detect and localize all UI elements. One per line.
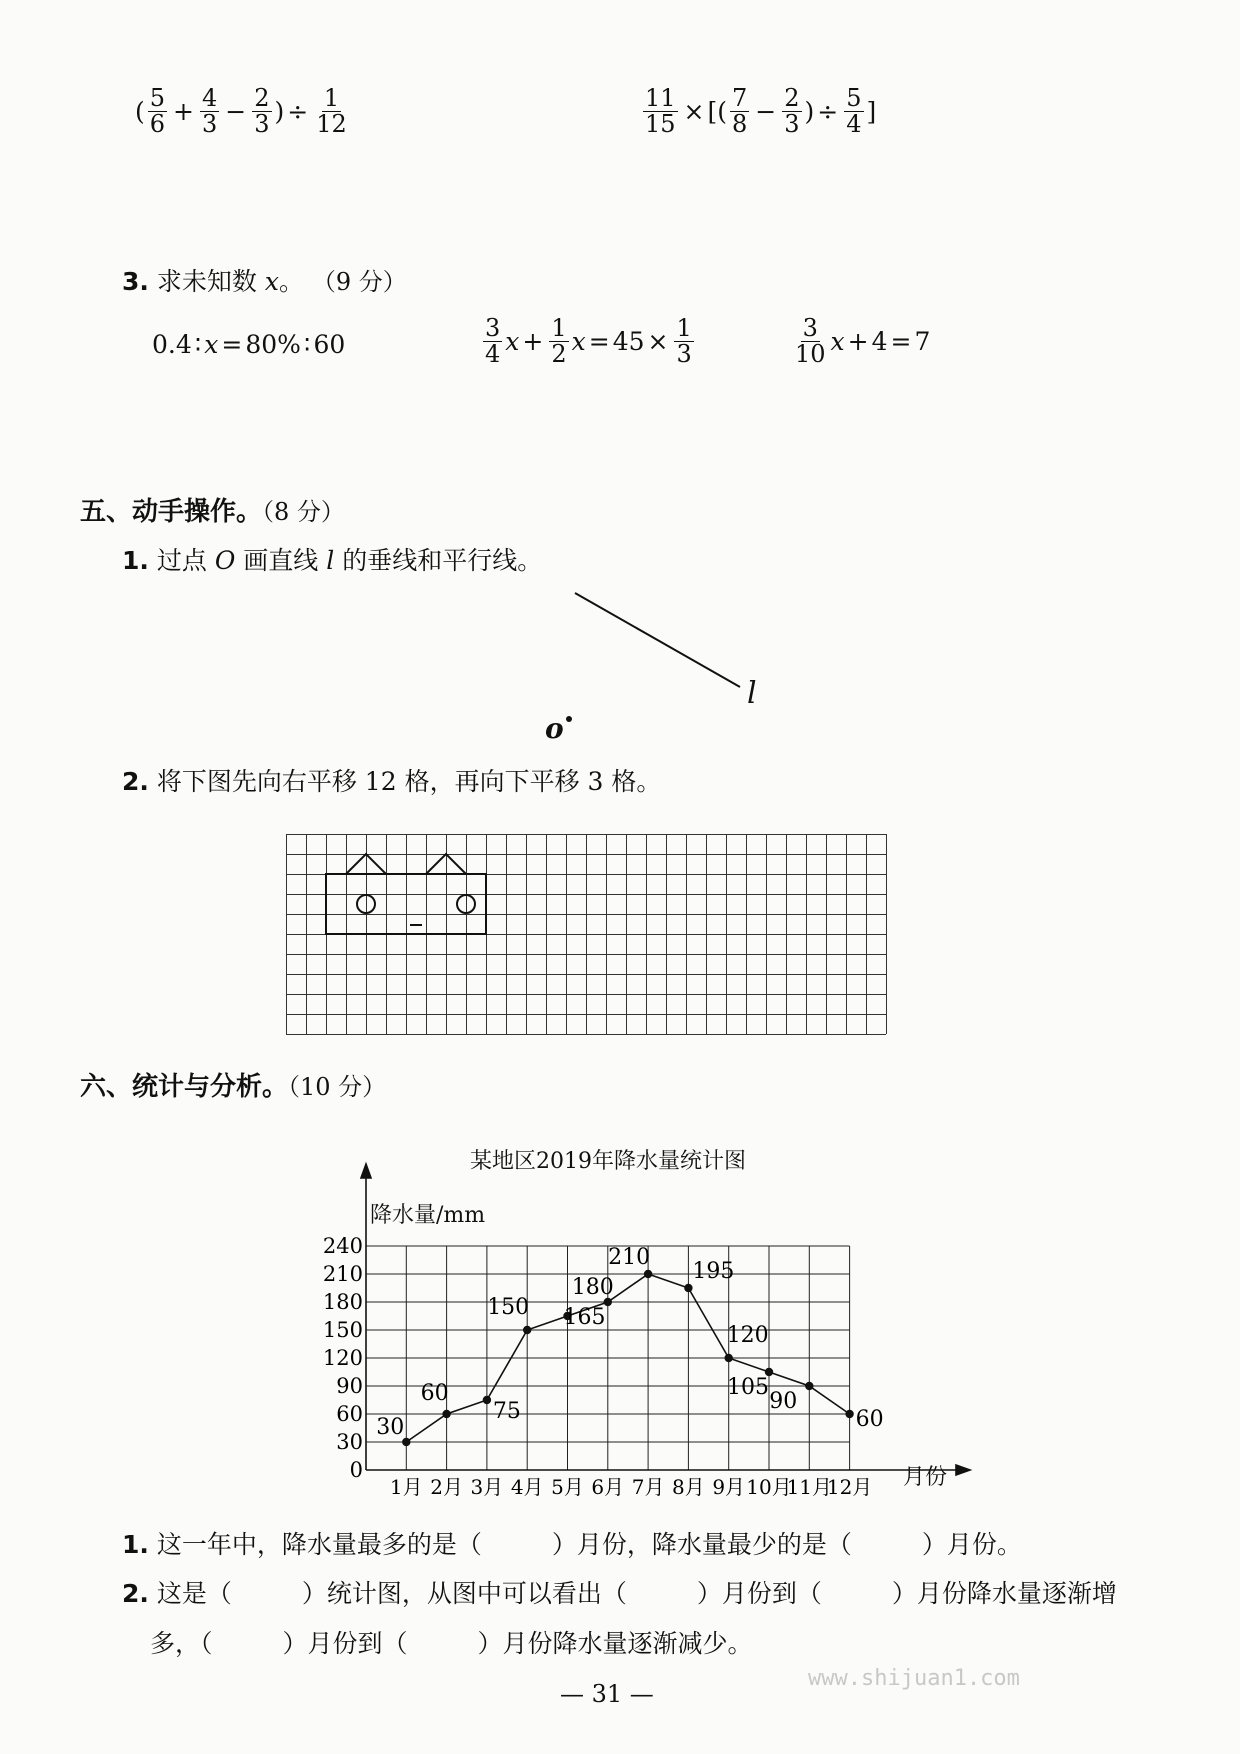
y-tick-label: 240 (322, 1234, 363, 1258)
y-tick-label: 120 (322, 1346, 363, 1370)
question-text: ）月份降水量逐渐增 (891, 1579, 1117, 1608)
denominator: 4 (846, 110, 862, 139)
question-text: 将下图先向右平移 12 格，再向下平移 3 格。 (156, 767, 662, 796)
denominator: 3 (254, 110, 270, 139)
numerator: 11 (645, 84, 676, 112)
question-text: 的垂线和平行线。 (342, 546, 543, 575)
data-label: 180 (571, 1275, 614, 1300)
operator: ÷ (817, 97, 839, 127)
numerator: 2 (254, 84, 270, 112)
question-number: 2. (122, 1579, 149, 1608)
denominator: 3 (202, 110, 218, 139)
data-point (523, 1326, 531, 1334)
y-axis-label: 降水量/mm (370, 1203, 486, 1228)
question-text: 画直线 (243, 546, 319, 575)
question-text: 过点 (156, 546, 207, 575)
data-label: 30 (376, 1415, 405, 1440)
x-tick-label: 8月 (672, 1475, 705, 1499)
bracket-open: [( (707, 97, 728, 127)
denominator: 3 (676, 340, 692, 369)
numerator: 5 (149, 84, 166, 112)
data-label: 75 (492, 1399, 521, 1424)
data-point (644, 1270, 652, 1278)
number: 7 (914, 327, 931, 357)
denominator: 15 (645, 110, 676, 139)
equals: = (221, 330, 243, 359)
score: （8 分） (262, 498, 345, 526)
question-text: ）统计图，从图中可以看出（ (301, 1579, 627, 1608)
numerator: 2 (784, 84, 800, 112)
section-6-question-1 (122, 1525, 1022, 1561)
data-label: 105 (727, 1375, 769, 1400)
data-point (684, 1284, 692, 1292)
numerator: 3 (485, 314, 501, 342)
operator: × (647, 327, 669, 357)
question-text: 这是（ (156, 1579, 232, 1608)
question-number: 1. (122, 546, 149, 575)
data-label: 60 (420, 1381, 449, 1406)
y-axis-arrow (361, 1164, 371, 1178)
y-tick-label: 210 (322, 1262, 363, 1286)
x-tick-label: 1月 (389, 1475, 423, 1499)
section-title: 五、动手操作。 (80, 497, 263, 527)
ratio-colon: ∶ (194, 330, 202, 359)
variable: x (204, 330, 219, 359)
x-tick-label: 2月 (430, 1475, 463, 1499)
variable: x (264, 267, 279, 296)
number: 0.4 (152, 330, 192, 359)
x-tick-label: 11月 (786, 1475, 833, 1499)
question-text: ）月份，降水量最少的是（ (551, 1530, 852, 1559)
data-label: 195 (692, 1259, 735, 1284)
x-tick-label: 12月 (826, 1475, 873, 1499)
y-tick-label: 180 (322, 1290, 363, 1314)
number: 4 (871, 327, 888, 357)
question-number: 3. (122, 267, 149, 296)
score: （10 分） (288, 1073, 387, 1101)
data-label: 120 (726, 1323, 769, 1348)
y-tick-label: 90 (336, 1374, 363, 1398)
variable: x (830, 327, 845, 357)
data-point (483, 1396, 491, 1404)
number: 60 (313, 330, 346, 359)
data-label: 210 (608, 1245, 651, 1270)
x-tick-label: 3月 (470, 1475, 504, 1499)
variable: x (505, 327, 520, 357)
denominator: 4 (485, 340, 501, 369)
page-number: — 31 — (560, 1680, 654, 1708)
data-label: 150 (487, 1295, 530, 1320)
x-tick-label: 10月 (746, 1475, 792, 1499)
paren-close: ) (274, 97, 285, 127)
numerator: 3 (802, 314, 818, 342)
number: 45 (612, 327, 645, 357)
denominator: 6 (149, 110, 166, 139)
data-point (725, 1354, 733, 1362)
paren-open: ( (135, 97, 145, 127)
denominator: 2 (551, 340, 567, 369)
question-text: ）月份。 (921, 1530, 1022, 1559)
punctuation: 。 (278, 267, 304, 296)
score: （9 分） (311, 268, 407, 296)
denominator: 8 (732, 110, 748, 139)
variable: x (571, 327, 586, 357)
equals: = (588, 327, 610, 357)
bracket-close: ] (866, 97, 877, 127)
numerator: 4 (202, 84, 218, 112)
data-label: 60 (855, 1407, 884, 1432)
question-text: ）月份到（ (696, 1579, 822, 1608)
ratio-colon: ∶ (303, 330, 311, 359)
x-tick-label: 6月 (591, 1475, 625, 1499)
equals: = (890, 327, 912, 357)
line-name: l (326, 546, 335, 575)
numerator: 1 (551, 314, 567, 342)
y-tick-label: 60 (336, 1402, 363, 1426)
operator: ÷ (287, 97, 309, 127)
x-tick-label: 5月 (551, 1475, 584, 1499)
denominator: 10 (795, 340, 826, 369)
point-name: O (214, 546, 236, 575)
section-6-question-2 (122, 1574, 1117, 1610)
operator: + (173, 97, 194, 127)
question-text: 多，（ (150, 1629, 213, 1658)
question-number: 2. (122, 767, 149, 796)
numerator: 5 (846, 84, 862, 112)
y-tick-labels (323, 1234, 363, 1482)
operator: × (683, 97, 705, 127)
operator: − (755, 97, 777, 127)
data-point (442, 1410, 450, 1418)
x-tick-label: 4月 (510, 1475, 544, 1499)
point-o-label: o (545, 712, 564, 745)
x-axis-arrow (956, 1465, 970, 1475)
number: 80% (245, 330, 301, 359)
section-title: 六、统计与分析。 (80, 1072, 289, 1102)
paren-close: ) (804, 97, 815, 127)
section-6-question-2-line-2 (150, 1624, 753, 1660)
denominator: 3 (784, 110, 800, 139)
numerator: 1 (676, 314, 692, 342)
y-tick-label: 150 (322, 1318, 363, 1342)
data-label: 165 (563, 1305, 606, 1330)
watermark: www.shijuan1.com (808, 1666, 1020, 1691)
denominator: 12 (316, 110, 347, 139)
numerator: 1 (323, 84, 340, 112)
data-label: 90 (769, 1389, 798, 1414)
question-number: 1. (122, 1530, 149, 1559)
y-tick-label: 0 (349, 1458, 363, 1482)
operator: − (225, 97, 247, 127)
y-tick-label: 30 (336, 1430, 363, 1454)
x-axis-label: 月份 (903, 1465, 948, 1490)
chart-title: 某地区2019年降水量统计图 (470, 1149, 746, 1174)
question-text: ）月份到（ (282, 1629, 408, 1658)
data-point (805, 1382, 813, 1390)
x-tick-label: 7月 (631, 1475, 665, 1499)
operator: + (522, 327, 544, 357)
x-tick-label: 9月 (712, 1475, 746, 1499)
question-text: 求未知数 (156, 267, 257, 296)
x-tick-labels (390, 1475, 872, 1499)
data-point (845, 1410, 853, 1418)
numerator: 7 (732, 84, 748, 112)
question-text: 这一年中，降水量最多的是（ (156, 1530, 482, 1559)
question-text: ）月份降水量逐渐减少。 (477, 1629, 753, 1658)
operator: + (847, 327, 869, 357)
line-l-label: l (747, 676, 757, 711)
